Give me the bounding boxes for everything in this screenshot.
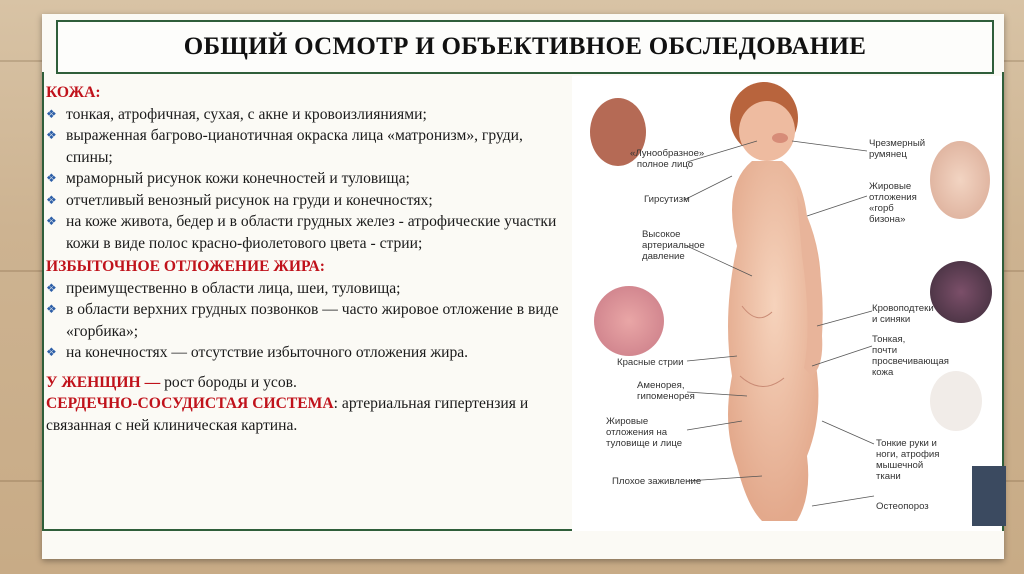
cardio-line <box>46 393 562 436</box>
list-item <box>46 211 562 254</box>
cushing-illustration <box>572 76 1002 531</box>
title-box <box>56 20 994 74</box>
cardio-text: артериальная гипертензия и связанная с ней клиническая картина. <box>46 395 529 434</box>
diamond-bullet-icon: ❖ <box>46 128 57 142</box>
osteoporosis-xray <box>972 466 1006 526</box>
list-item-text: мраморный рисунок кожи конечностей и туловища; <box>66 170 410 187</box>
diamond-bullet-icon: ❖ <box>46 345 57 359</box>
label-osteoporosis: Остеопороз <box>876 501 929 512</box>
text-column <box>46 82 562 512</box>
skin-heading-text: КОЖА <box>46 84 96 101</box>
diamond-bullet-icon: ❖ <box>46 192 57 207</box>
label-buffalo: Жировые отложения «горб бизона» <box>869 181 917 225</box>
fat-heading <box>46 256 562 278</box>
women-line <box>46 372 562 394</box>
label-high-bp: Высокое артериальное давление <box>642 229 705 262</box>
label-moon-face: «Лунообразное» полное лицо <box>630 148 705 170</box>
list-item <box>46 125 562 168</box>
diamond-bullet-icon: ❖ <box>46 280 57 295</box>
list-item <box>46 299 562 342</box>
buffalo-hump-photo <box>930 141 990 219</box>
thin-skin-photo <box>930 371 982 431</box>
label-amenorrhea: Аменорея, гипоменорея <box>637 380 695 402</box>
skin-heading <box>46 82 562 104</box>
list-item-text: на конечностях — отсутствие избыточного отложения жира. <box>66 344 469 361</box>
skin-heading-colon: : <box>95 84 101 101</box>
diamond-bullet-icon: ❖ <box>46 214 57 228</box>
fat-heading-colon: : <box>319 258 325 275</box>
list-item-text: тонкая, атрофичная, сухая, с акне и кровоизлияниями; <box>66 105 427 123</box>
list-item <box>46 104 562 126</box>
list-item <box>46 190 562 212</box>
label-poor-healing: Плохое заживление <box>612 476 702 487</box>
list-item-text: отчетливый венозный рисунок на груди и конечностях; <box>66 191 433 209</box>
bruise-photo <box>930 261 992 323</box>
cardio-colon: : <box>333 395 338 412</box>
list-item <box>46 168 562 190</box>
slide-title: ОБЩИЙ ОСМОТР И ОБЪЕКТИВНОЕ ОБСЛЕДОВАНИЕ <box>183 33 867 60</box>
label-flush: Чрезмерный румянец <box>869 138 926 160</box>
torso-shape <box>728 161 821 521</box>
slide <box>42 14 1004 559</box>
diamond-bullet-icon: ❖ <box>46 171 57 185</box>
diamond-bullet-icon: ❖ <box>46 302 57 316</box>
fat-heading-text: ИЗБЫТОЧНОЕ ОТЛОЖЕНИЕ ЖИРА <box>46 258 320 275</box>
women-heading: У ЖЕНЩИН — <box>46 373 165 391</box>
label-red-striae: Красные стрии <box>617 357 684 368</box>
cheek-flush <box>772 133 788 143</box>
face-shape <box>739 101 795 161</box>
women-text: рост бороды и усов. <box>164 373 297 391</box>
cardio-heading: СЕРДЕЧНО-СОСУДИСТАЯ СИСТЕМА <box>46 395 334 412</box>
label-bruises: Кровоподтеки и синяки <box>872 303 934 325</box>
label-thin-skin: Тонкая, почти просвечивающая кожа <box>872 334 949 378</box>
list-item-text: преимущественно в области лица, шеи, туловища; <box>66 279 401 297</box>
list-item-text: в области верхних грудных позвонков — часто жировое отложение в виде «горбика»; <box>66 301 559 340</box>
label-fat-trunk: Жировые отложения на туловище и лице <box>606 416 683 449</box>
list-item <box>46 342 562 364</box>
list-item <box>46 278 562 300</box>
striae-photo <box>594 286 664 356</box>
label-hirsutism: Гирсутизм <box>644 194 690 205</box>
list-item-text: выраженная багрово-цианотичная окраска лица «матронизм», груди, спины; <box>66 127 523 166</box>
label-thin-limbs: Тонкие руки и ноги, атрофия мышечной ткани <box>876 438 940 482</box>
list-item-text: на коже живота, бедер и в области грудных желез - атрофические участки кожи в виде полос красно-фиолетового цвета - стрии; <box>66 213 557 252</box>
diamond-bullet-icon: ❖ <box>46 106 57 121</box>
